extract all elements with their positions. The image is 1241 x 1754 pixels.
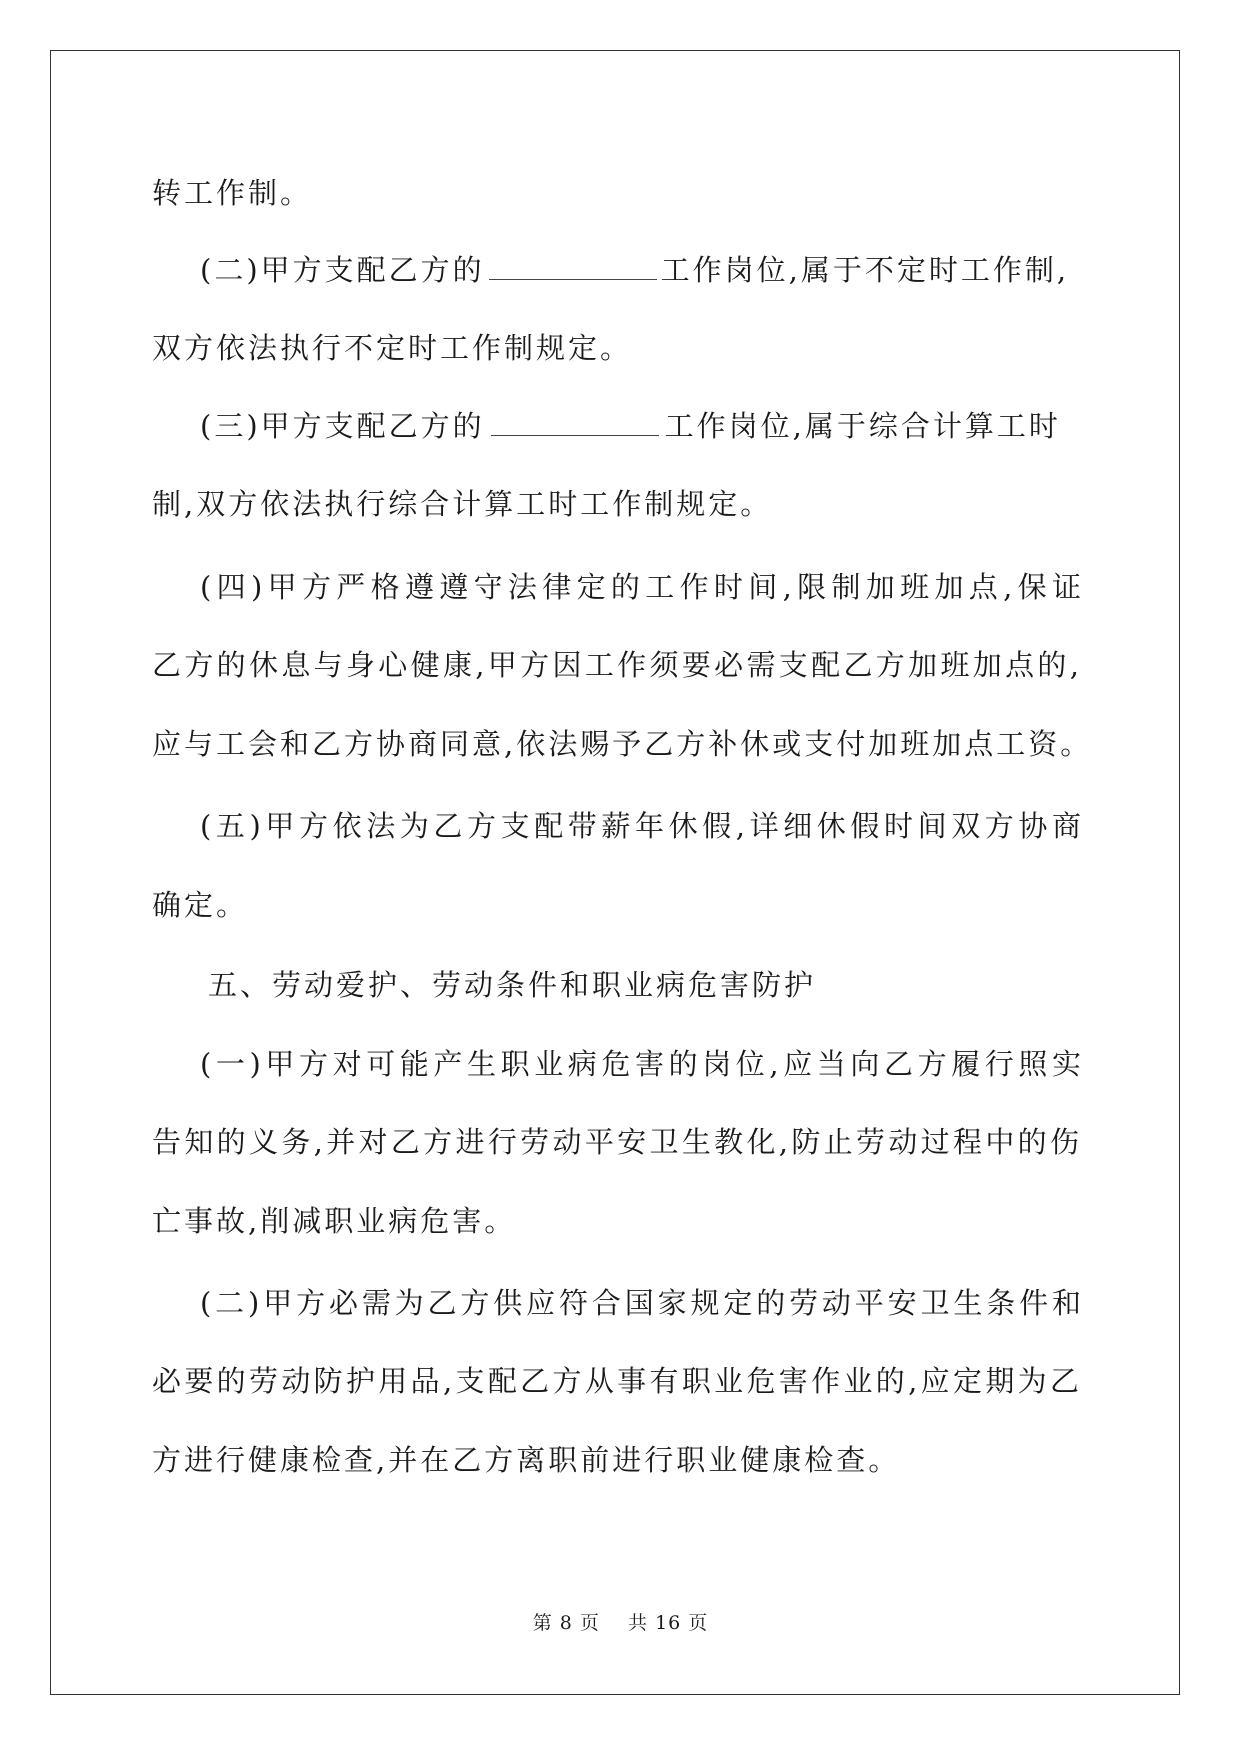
section-heading [208,965,1138,1005]
line-text: (二)甲方必需为乙方供应符合国家规定的劳动平安卫生条件和 [200,1286,1084,1320]
text-line [152,1440,1082,1480]
text-line [152,173,1082,213]
text-line [152,1201,1082,1241]
line-text: 告知的义务,并对乙方进行劳动平安卫生教化,防止劳动过程中的伤 [152,1125,1082,1159]
page-footer [0,1611,1241,1635]
line-text: 亡事故,削减职业病危害。 [152,1204,517,1238]
text-line [152,328,1082,368]
text-line [152,724,1093,764]
fill-in-blank[interactable] [489,255,657,280]
page-total: 共 16 页 [628,1612,709,1634]
page-number: 第 8 页 [532,1612,600,1634]
line-text: 工作岗位,属于综合计算工时 [664,409,1061,443]
text-line [200,1283,1084,1323]
text-line [152,1122,1082,1162]
line-text: (四)甲方严格遵遵守法律定的工作时间,限制加班加点,保证 [200,570,1084,604]
line-text: (五)甲方依法为乙方支配带薪年休假,详细休假时间双方协商 [200,809,1084,843]
line-text: 工作岗位,属于不定时工作制, [660,253,1070,287]
text-line [200,806,1084,846]
line-text: (一)甲方对可能产生职业病危害的岗位,应当向乙方履行照实 [200,1047,1084,1081]
text-line [152,885,1082,925]
text-line [152,1361,1082,1401]
line-text: (二)甲方支配乙方的 [200,253,485,287]
text-line [200,250,1084,290]
text-line [200,567,1084,607]
line-text: (三)甲方支配乙方的 [200,409,485,443]
text-line [152,645,1082,685]
line-text: 五、劳动爱护、劳动条件和职业病危害防护 [208,968,817,1002]
text-line [200,406,1084,446]
text-line [200,1044,1084,1084]
line-text: 方进行健康检查,并在乙方离职前进行职业健康检查。 [152,1443,901,1477]
line-text: 必要的劳动防护用品,支配乙方从事有职业危害作业的,应定期为乙 [152,1364,1082,1398]
line-text: 双方依法执行不定时工作制规定。 [152,331,633,365]
line-text: 确定。 [152,888,249,922]
line-text: 乙方的休息与身心健康,甲方因工作须要必需支配乙方加班加点的, [152,648,1082,682]
line-text: 应与工会和乙方协商同意,依法赐予乙方补休或支付加班加点工资。 [152,727,1093,761]
text-line [152,484,1082,524]
line-text: 转工作制。 [152,176,313,210]
line-text: 制,双方依法执行综合计算工时工作制规定。 [152,487,773,521]
fill-in-blank[interactable] [491,411,659,436]
